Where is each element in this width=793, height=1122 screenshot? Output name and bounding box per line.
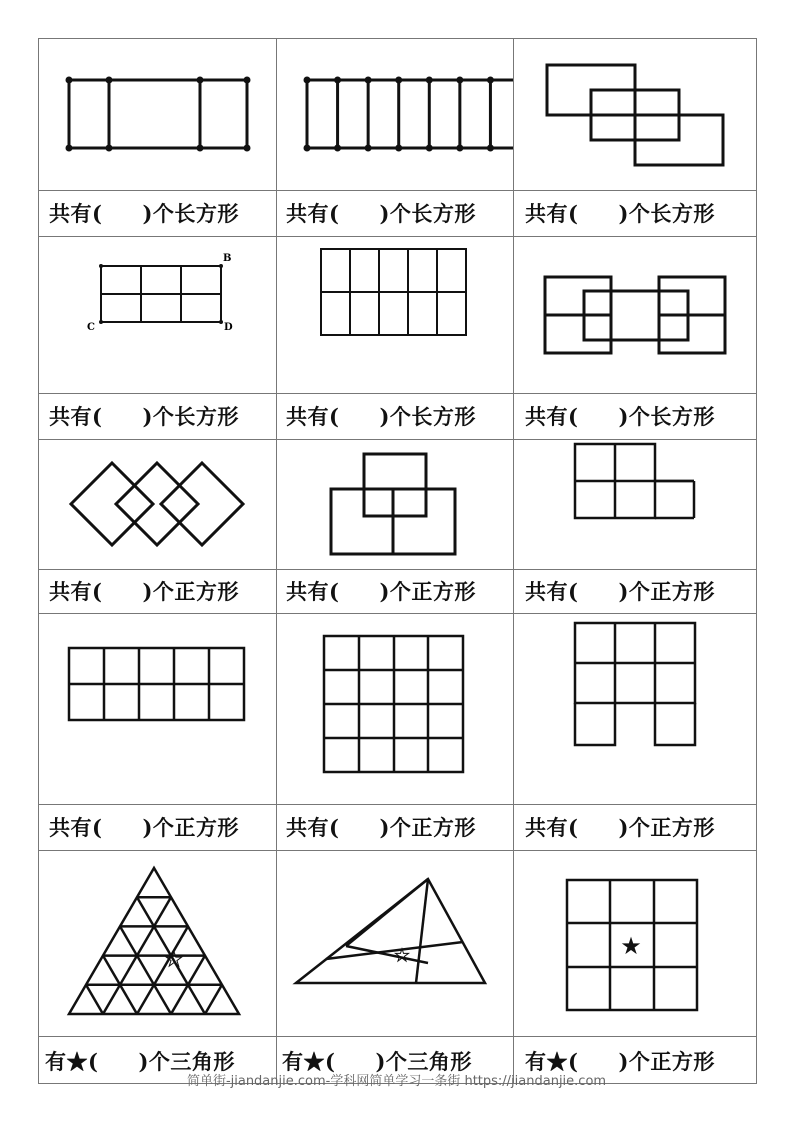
caption-suffix: )个正方形 <box>379 579 476 604</box>
figure-rect-3-columns <box>39 39 276 190</box>
caption-prefix: 有★( <box>45 1049 99 1074</box>
worksheet-table <box>38 38 757 1084</box>
caption-suffix: )个正方形 <box>142 579 239 604</box>
caption-prefix: 共有( <box>49 404 103 429</box>
caption-prefix: 有★( <box>525 1049 579 1074</box>
figure-diamond-squares <box>39 439 276 569</box>
figure-overlapping-rectangles <box>513 39 758 190</box>
caption-suffix: )个长方形 <box>618 201 715 226</box>
caption-prefix: 共有( <box>49 815 103 840</box>
caption-prefix: 共有( <box>286 579 340 604</box>
row-divider <box>39 393 756 394</box>
caption-suffix: )个正方形 <box>618 579 715 604</box>
caption-r4c2 <box>286 806 476 848</box>
caption-suffix: )个三角形 <box>375 1049 472 1074</box>
caption-suffix: )个长方形 <box>379 201 476 226</box>
figure-linked-rectangles <box>513 236 758 393</box>
caption-prefix: 共有( <box>525 404 579 429</box>
footer-watermark: 简单街-jiandanjie.com-学科网简单学习一条街 https://jiandanjie.com <box>186 1074 607 1089</box>
figure-squares-n-shape <box>513 613 758 804</box>
caption-r3c2 <box>286 570 476 612</box>
row-divider <box>39 804 756 805</box>
caption-suffix: )个正方形 <box>142 815 239 840</box>
caption-prefix: 共有( <box>286 404 340 429</box>
figure-overlapping-squares <box>276 439 513 569</box>
caption-suffix: )个长方形 <box>142 201 239 226</box>
point-label-c: C <box>87 322 95 333</box>
caption-r2c3 <box>525 395 715 437</box>
caption-suffix: )个长方形 <box>379 404 476 429</box>
star-outline-icon: ★ <box>394 946 410 966</box>
caption-suffix: )个长方形 <box>142 404 239 429</box>
point-label-d: D <box>224 322 233 333</box>
caption-suffix: )个正方形 <box>618 815 715 840</box>
star-filled-icon: ★ <box>620 932 642 960</box>
figure-rect-5x2-grid <box>276 236 513 393</box>
caption-prefix: 共有( <box>525 201 579 226</box>
caption-r1c2 <box>286 192 476 234</box>
caption-prefix: 共有( <box>49 201 103 226</box>
caption-prefix: 有★( <box>282 1049 336 1074</box>
caption-suffix: )个长方形 <box>618 404 715 429</box>
figure-triangle-grid <box>39 850 276 1036</box>
point-label-b: B <box>223 253 232 264</box>
caption-r2c1 <box>49 395 239 437</box>
caption-r3c1 <box>49 570 239 612</box>
caption-r4c1 <box>49 806 239 848</box>
figure-squares-5x2 <box>39 613 276 804</box>
star-outline-icon: ★ <box>165 947 183 971</box>
caption-r3c3 <box>525 570 715 612</box>
caption-prefix: 共有( <box>49 579 103 604</box>
row-divider <box>39 1036 756 1037</box>
figure-squares-4x4 <box>276 613 513 804</box>
caption-r2c2 <box>286 395 476 437</box>
figure-rect-7-columns <box>276 39 513 190</box>
caption-r1c1 <box>49 192 239 234</box>
figure-l-shaped-squares <box>513 439 758 569</box>
figure-rect-grid-labeled <box>39 236 276 393</box>
caption-prefix: 共有( <box>525 579 579 604</box>
caption-prefix: 共有( <box>286 815 340 840</box>
caption-prefix: 共有( <box>286 201 340 226</box>
row-divider <box>39 190 756 191</box>
caption-prefix: 共有( <box>525 815 579 840</box>
caption-suffix: )个正方形 <box>379 815 476 840</box>
caption-r4c3 <box>525 806 715 848</box>
figure-triangle-lines <box>276 850 513 1036</box>
caption-r1c3 <box>525 192 715 234</box>
caption-suffix: )个三角形 <box>138 1049 235 1074</box>
figure-squares-3x3 <box>513 850 758 1036</box>
caption-suffix: )个正方形 <box>618 1049 715 1074</box>
